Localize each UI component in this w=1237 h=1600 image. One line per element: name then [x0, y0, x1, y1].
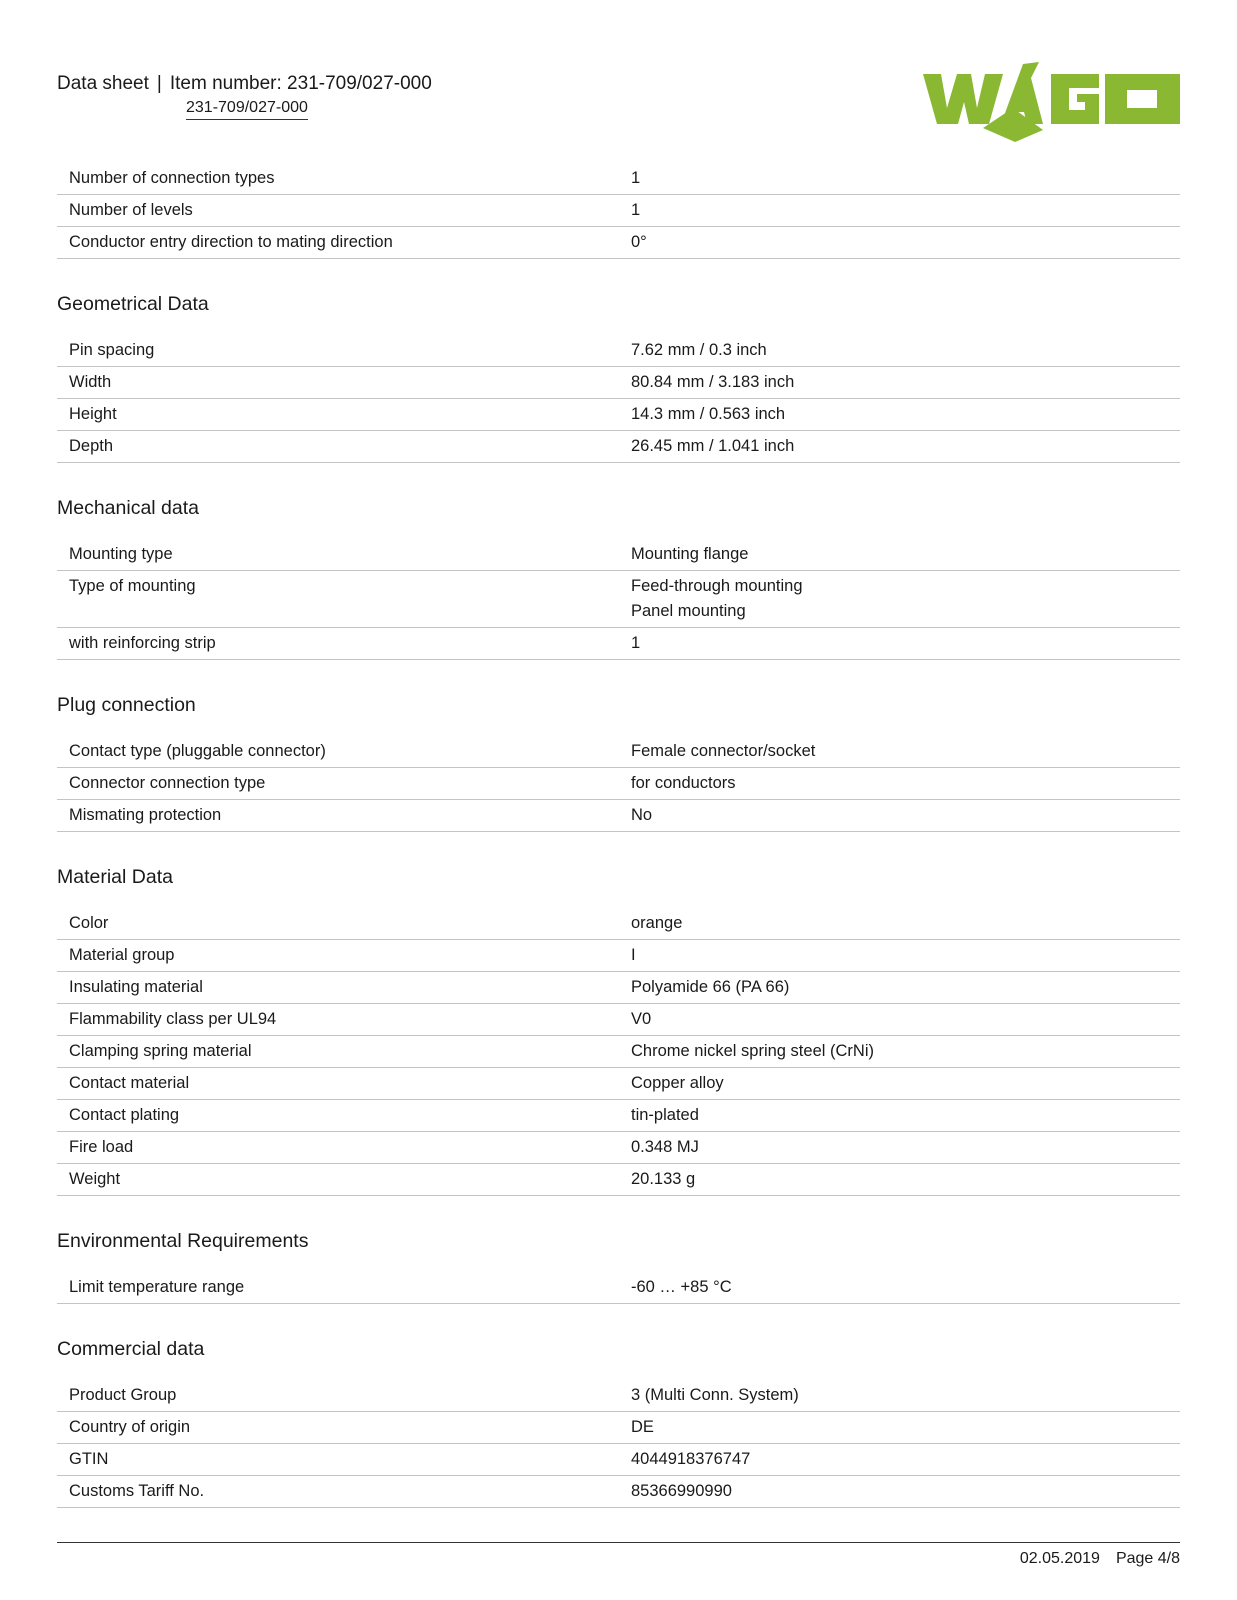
spec-key: Mismating protection — [57, 800, 619, 832]
footer-divider — [57, 1542, 1180, 1543]
spec-row — [57, 800, 1180, 832]
spec-value — [619, 1164, 1180, 1196]
spec-key: Conductor entry direction to mating direction — [57, 227, 619, 259]
spec-row — [57, 1132, 1180, 1164]
spec-key: Width — [57, 367, 619, 399]
spec-value — [619, 227, 1180, 259]
spec-section — [57, 259, 1180, 463]
spec-key: Country of origin — [57, 1412, 619, 1444]
spec-value-line: DE — [631, 1418, 654, 1436]
section-title: Environmental Requirements — [57, 1230, 309, 1252]
spec-row — [57, 940, 1180, 972]
spec-key: Pin spacing — [57, 335, 619, 367]
item-label: Item number: 231-709/027-000 — [169, 73, 432, 94]
spec-key: Mounting type — [57, 539, 619, 571]
spec-row — [57, 1476, 1180, 1508]
spec-value — [619, 940, 1180, 972]
spec-key: Contact type (pluggable connector) — [57, 736, 619, 768]
spec-key: Type of mounting — [57, 571, 619, 628]
spec-section — [57, 660, 1180, 832]
spec-key: Product Group — [57, 1380, 619, 1412]
spec-value-line: for conductors — [631, 774, 736, 792]
title-separator: | — [156, 73, 162, 94]
spec-value — [619, 1380, 1180, 1412]
spec-row — [57, 908, 1180, 940]
spec-value-line: 14.3 mm / 0.563 inch — [631, 405, 786, 423]
spec-value-line: -60 … +85 °C — [631, 1278, 732, 1296]
spec-key: Number of connection types — [57, 163, 619, 195]
spec-section — [57, 1196, 1180, 1304]
spec-row — [57, 1036, 1180, 1068]
spec-row — [57, 571, 1180, 628]
spec-value-line: No — [631, 806, 653, 824]
spec-value — [619, 628, 1180, 660]
spec-row — [57, 227, 1180, 259]
spec-value-line: I — [631, 946, 636, 964]
document-header — [57, 70, 432, 120]
wago-logo — [923, 58, 1180, 142]
spec-value — [619, 908, 1180, 940]
spec-value — [619, 1444, 1180, 1476]
spec-key: Insulating material — [57, 972, 619, 1004]
spec-value — [619, 399, 1180, 431]
spec-row — [57, 1412, 1180, 1444]
spec-row — [57, 972, 1180, 1004]
spec-value — [619, 335, 1180, 367]
spec-value-line: Panel mounting — [631, 602, 746, 620]
intro-table — [57, 163, 1180, 259]
spec-value — [619, 571, 1180, 628]
spec-value-line: 3 (Multi Conn. System) — [631, 1386, 799, 1404]
section-title: Geometrical Data — [57, 293, 209, 315]
spec-key: Number of levels — [57, 195, 619, 227]
spec-value-line: Copper alloy — [631, 1074, 724, 1092]
spec-value-line: Mounting flange — [631, 545, 749, 563]
spec-value — [619, 1132, 1180, 1164]
spec-value — [619, 768, 1180, 800]
footer-date: 02.05.2019 — [1019, 1550, 1100, 1567]
spec-value — [619, 163, 1180, 195]
spec-row — [57, 195, 1180, 227]
spec-key: Limit temperature range — [57, 1272, 619, 1304]
section-title: Material Data — [57, 866, 173, 888]
section-title: Commercial data — [57, 1338, 205, 1360]
spec-row — [57, 1164, 1180, 1196]
spec-value-line: tin-plated — [631, 1106, 699, 1124]
spec-value — [619, 1100, 1180, 1132]
spec-key: Fire load — [57, 1132, 619, 1164]
spec-value — [619, 1036, 1180, 1068]
spec-section — [57, 832, 1180, 1196]
spec-section — [57, 463, 1180, 660]
spec-key: with reinforcing strip — [57, 628, 619, 660]
spec-value-line: 26.45 mm / 1.041 inch — [631, 437, 795, 455]
spec-row — [57, 1100, 1180, 1132]
spec-value-line: V0 — [631, 1010, 652, 1028]
spec-key: Color — [57, 908, 619, 940]
spec-value-line: 85366990990 — [631, 1482, 732, 1500]
spec-value-line: 0° — [631, 233, 647, 251]
section-title: Mechanical data — [57, 497, 200, 519]
spec-value — [619, 1004, 1180, 1036]
spec-row — [57, 163, 1180, 195]
spec-row — [57, 431, 1180, 463]
spec-value-line: Chrome nickel spring steel (CrNi) — [631, 1042, 874, 1060]
spec-value-line: 20.133 g — [631, 1170, 696, 1188]
spec-value — [619, 367, 1180, 399]
spec-table — [57, 335, 1180, 463]
spec-row — [57, 768, 1180, 800]
spec-value — [619, 195, 1180, 227]
spec-key: Weight — [57, 1164, 619, 1196]
spec-value — [619, 800, 1180, 832]
section-title: Plug connection — [57, 694, 196, 716]
spec-row — [57, 399, 1180, 431]
spec-table — [57, 1380, 1180, 1508]
spec-value — [619, 1412, 1180, 1444]
spec-row — [57, 736, 1180, 768]
spec-value — [619, 1272, 1180, 1304]
spec-key: Material group — [57, 940, 619, 972]
spec-row — [57, 1444, 1180, 1476]
spec-value-line: 80.84 mm / 3.183 inch — [631, 373, 795, 391]
spec-row — [57, 628, 1180, 660]
spec-row — [57, 335, 1180, 367]
footer-page-number: Page 4/8 — [1115, 1550, 1180, 1567]
spec-row — [57, 1380, 1180, 1412]
spec-value — [619, 972, 1180, 1004]
spec-table — [57, 539, 1180, 660]
spec-value-line: 1 — [631, 201, 641, 219]
spec-value — [619, 736, 1180, 768]
spec-table — [57, 908, 1180, 1196]
spec-value-line: Polyamide 66 (PA 66) — [631, 978, 790, 996]
spec-value-line: 1 — [631, 169, 641, 187]
spec-value-line: 0.348 MJ — [631, 1138, 699, 1156]
spec-row — [57, 367, 1180, 399]
spec-value-line: Feed-through mounting — [631, 577, 803, 595]
spec-row — [57, 1004, 1180, 1036]
spec-key: Contact plating — [57, 1100, 619, 1132]
header-title — [57, 70, 432, 98]
page-footer — [1020, 1550, 1180, 1568]
spec-table — [57, 1272, 1180, 1304]
spec-value-line: 4044918376747 — [631, 1450, 751, 1468]
spec-content — [57, 163, 1180, 1508]
spec-key: Flammability class per UL94 — [57, 1004, 619, 1036]
spec-key: Connector connection type — [57, 768, 619, 800]
spec-value-line: 7.62 mm / 0.3 inch — [631, 341, 767, 359]
spec-key: Contact material — [57, 1068, 619, 1100]
spec-row — [57, 539, 1180, 571]
spec-value — [619, 1476, 1180, 1508]
spec-value-line: 1 — [631, 634, 641, 652]
spec-key: Depth — [57, 431, 619, 463]
doc-label: Data sheet — [57, 73, 149, 94]
spec-key: Height — [57, 399, 619, 431]
spec-key: Customs Tariff No. — [57, 1476, 619, 1508]
spec-value — [619, 1068, 1180, 1100]
spec-value — [619, 431, 1180, 463]
spec-table — [57, 736, 1180, 832]
spec-section — [57, 1304, 1180, 1508]
spec-row — [57, 1272, 1180, 1304]
spec-key: GTIN — [57, 1444, 619, 1476]
spec-key: Clamping spring material — [57, 1036, 619, 1068]
spec-value-line: orange — [631, 914, 683, 932]
spec-value — [619, 539, 1180, 571]
item-number-link[interactable]: 231-709/027-000 — [186, 99, 308, 120]
spec-row — [57, 1068, 1180, 1100]
spec-value-line: Female connector/socket — [631, 742, 816, 760]
